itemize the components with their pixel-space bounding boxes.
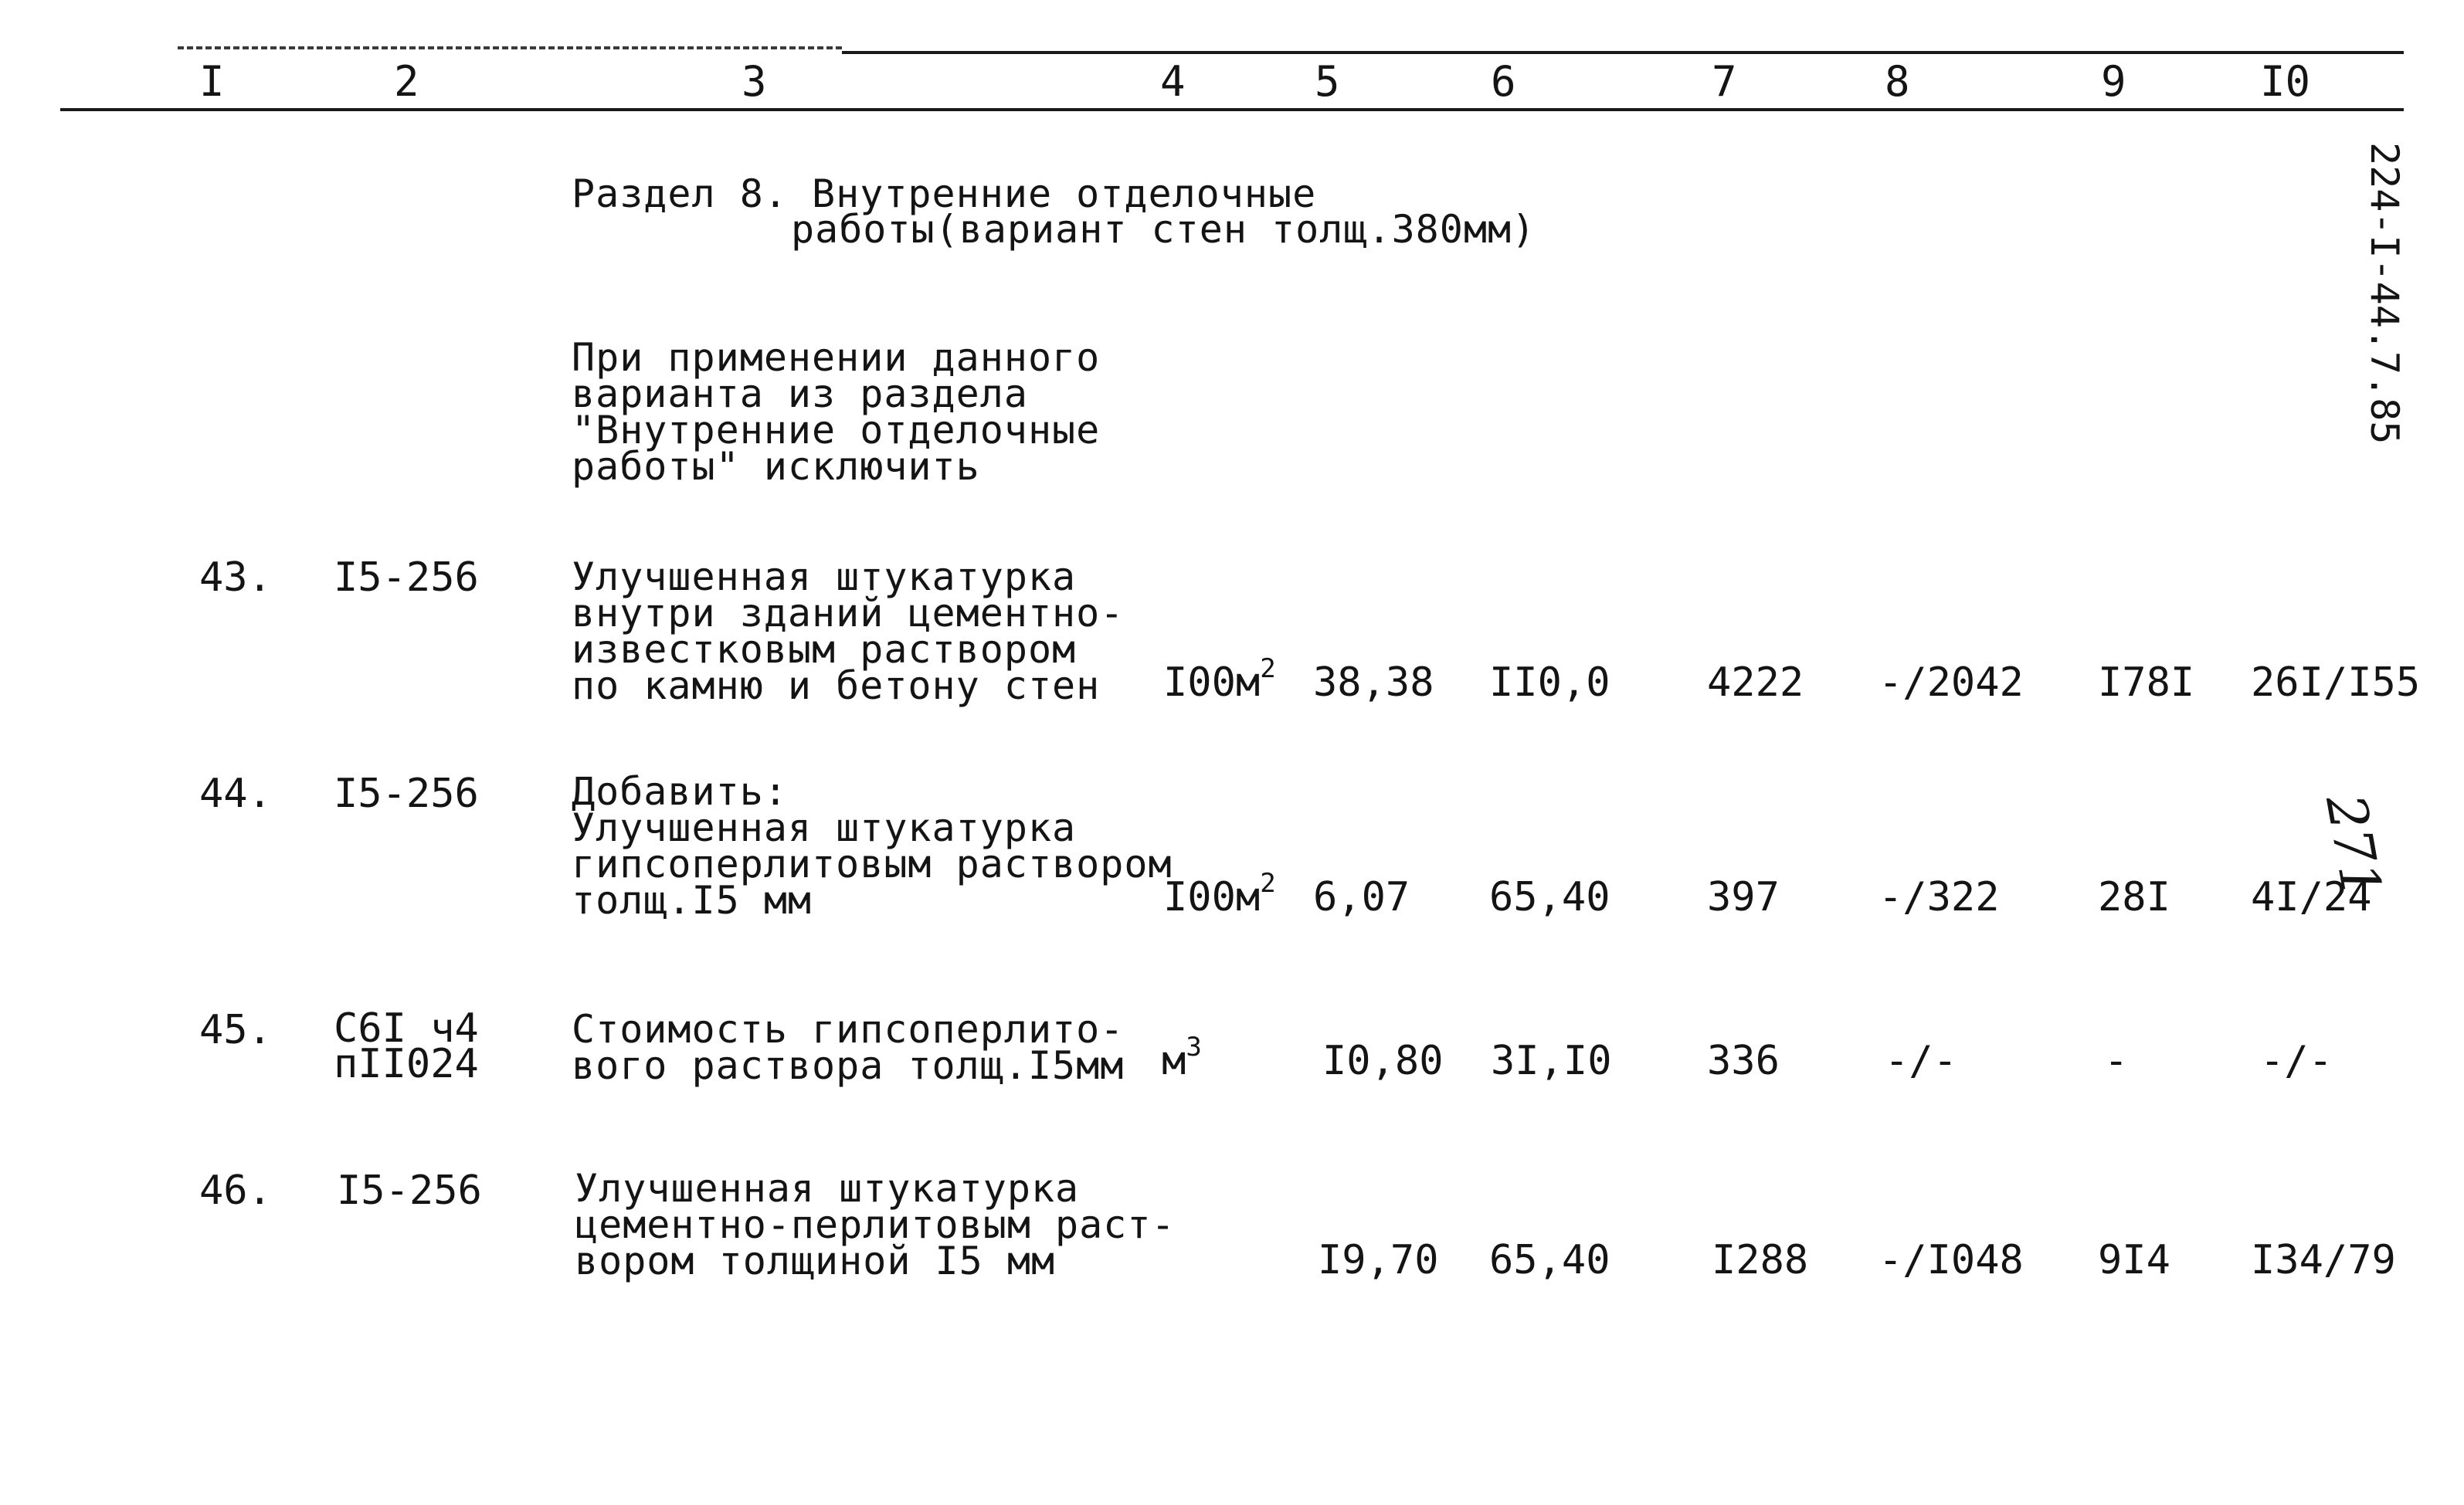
row-code: I5-256: [337, 1168, 482, 1214]
row-unit: [1162, 1031, 1202, 1084]
row-col10: -/-: [2260, 1038, 2333, 1084]
row-unit-price: 3I,I0: [1491, 1038, 1612, 1084]
column-number-3: 3: [742, 57, 767, 106]
column-number-4: 4: [1160, 57, 1186, 106]
header-bottom-rule: [60, 108, 2404, 111]
row-col9: 28I: [2098, 874, 2170, 920]
row-quantity: 38,38: [1313, 659, 1434, 706]
page-number: 271: [2313, 789, 2394, 903]
row-quantity: 6,07: [1313, 874, 1410, 920]
row-description-line: по камню и бетону стен: [572, 663, 1101, 708]
row-col8: -/2042: [1879, 659, 2024, 706]
row-col8: -/I048: [1879, 1237, 2024, 1283]
row-description-line: Улучшенная штукатурка: [575, 1166, 1080, 1211]
row-description-line: цементно-перлитовым раст-: [575, 1202, 1176, 1247]
row-number: 45.: [199, 1007, 272, 1053]
row-unit-price: 65,40: [1489, 1237, 1610, 1283]
row-col9: 9I4: [2098, 1237, 2170, 1283]
row-unit: [1163, 867, 1276, 920]
note-line: При применении данного: [572, 335, 1101, 380]
row-description-line: толщ.I5 мм: [572, 878, 813, 923]
unit-superscript: 3: [1186, 1031, 1202, 1063]
unit-text: I00м: [1163, 659, 1261, 706]
row-description-line: вого раствора толщ.I5мм: [572, 1043, 1125, 1088]
column-number-1: I: [199, 57, 225, 106]
column-number-2: 2: [394, 57, 419, 106]
row-total: 397: [1707, 874, 1780, 920]
document-code: 224-I-44.7.85: [2362, 142, 2407, 445]
header-top-rule-faint: [178, 46, 842, 49]
row-description-line: Стоимость гипсоперлито-: [572, 1007, 1125, 1052]
note-line: "Внутренние отделочные: [572, 408, 1101, 453]
row-code-line: С6I ч4: [334, 1005, 479, 1052]
row-number: 43.: [199, 554, 272, 601]
row-description-line: известковым раствором: [572, 627, 1077, 672]
row-col8: -/-: [1885, 1038, 1957, 1084]
row-description-line: внутри зданий цементно-: [572, 591, 1125, 636]
row-number: 46.: [199, 1168, 272, 1214]
section-title-line-1: Раздел 8. Внутренние отделочные: [572, 171, 1317, 216]
row-col9: -: [2104, 1038, 2129, 1084]
row-quantity: I9,70: [1318, 1237, 1439, 1283]
row-code: I5-256: [334, 771, 479, 817]
note-line: работы" исключить: [572, 444, 980, 489]
column-number-6: 6: [1491, 57, 1516, 106]
note-line: варианта из раздела: [572, 371, 1028, 416]
header-top-rule: [842, 51, 2404, 54]
column-number-5: 5: [1315, 57, 1340, 106]
row-quantity: I0,80: [1322, 1038, 1444, 1084]
row-col10: I34/79: [2251, 1237, 2396, 1283]
row-description-line: Добавить:: [572, 769, 788, 814]
row-number: 44.: [199, 771, 272, 817]
column-number-7: 7: [1712, 57, 1737, 106]
row-code: I5-256: [334, 554, 479, 601]
row-col8: -/322: [1879, 874, 2000, 920]
row-total: I288: [1712, 1237, 1809, 1283]
section-title-line-2: работы(вариант стен толщ.380мм): [791, 207, 1536, 252]
row-unit: [1163, 653, 1276, 706]
column-number-8: 8: [1885, 57, 1910, 106]
row-description-line: Улучшенная штукатурка: [572, 554, 1077, 599]
unit-superscript: 2: [1260, 867, 1276, 899]
row-col9: I78I: [2098, 659, 2195, 706]
row-description-line: вором толщиной I5 мм: [575, 1239, 1056, 1283]
unit-text: м: [1162, 1038, 1186, 1084]
column-number-10: I0: [2260, 57, 2311, 106]
row-col10: 4I/24: [2251, 874, 2372, 920]
row-total: 4222: [1707, 659, 1804, 706]
row-unit-price: 65,40: [1489, 874, 1610, 920]
row-description-line: Улучшенная штукатурка: [572, 805, 1077, 850]
unit-text: I00м: [1163, 874, 1261, 920]
row-unit-price: II0,0: [1489, 659, 1610, 706]
column-number-9: 9: [2101, 57, 2126, 106]
row-description-line: гипсоперлитовым раствором: [572, 842, 1173, 886]
unit-superscript: 2: [1260, 653, 1276, 684]
row-total: 336: [1707, 1038, 1780, 1084]
row-code-line: пII024: [334, 1041, 479, 1087]
row-col10: 26I/I55: [2251, 659, 2421, 706]
